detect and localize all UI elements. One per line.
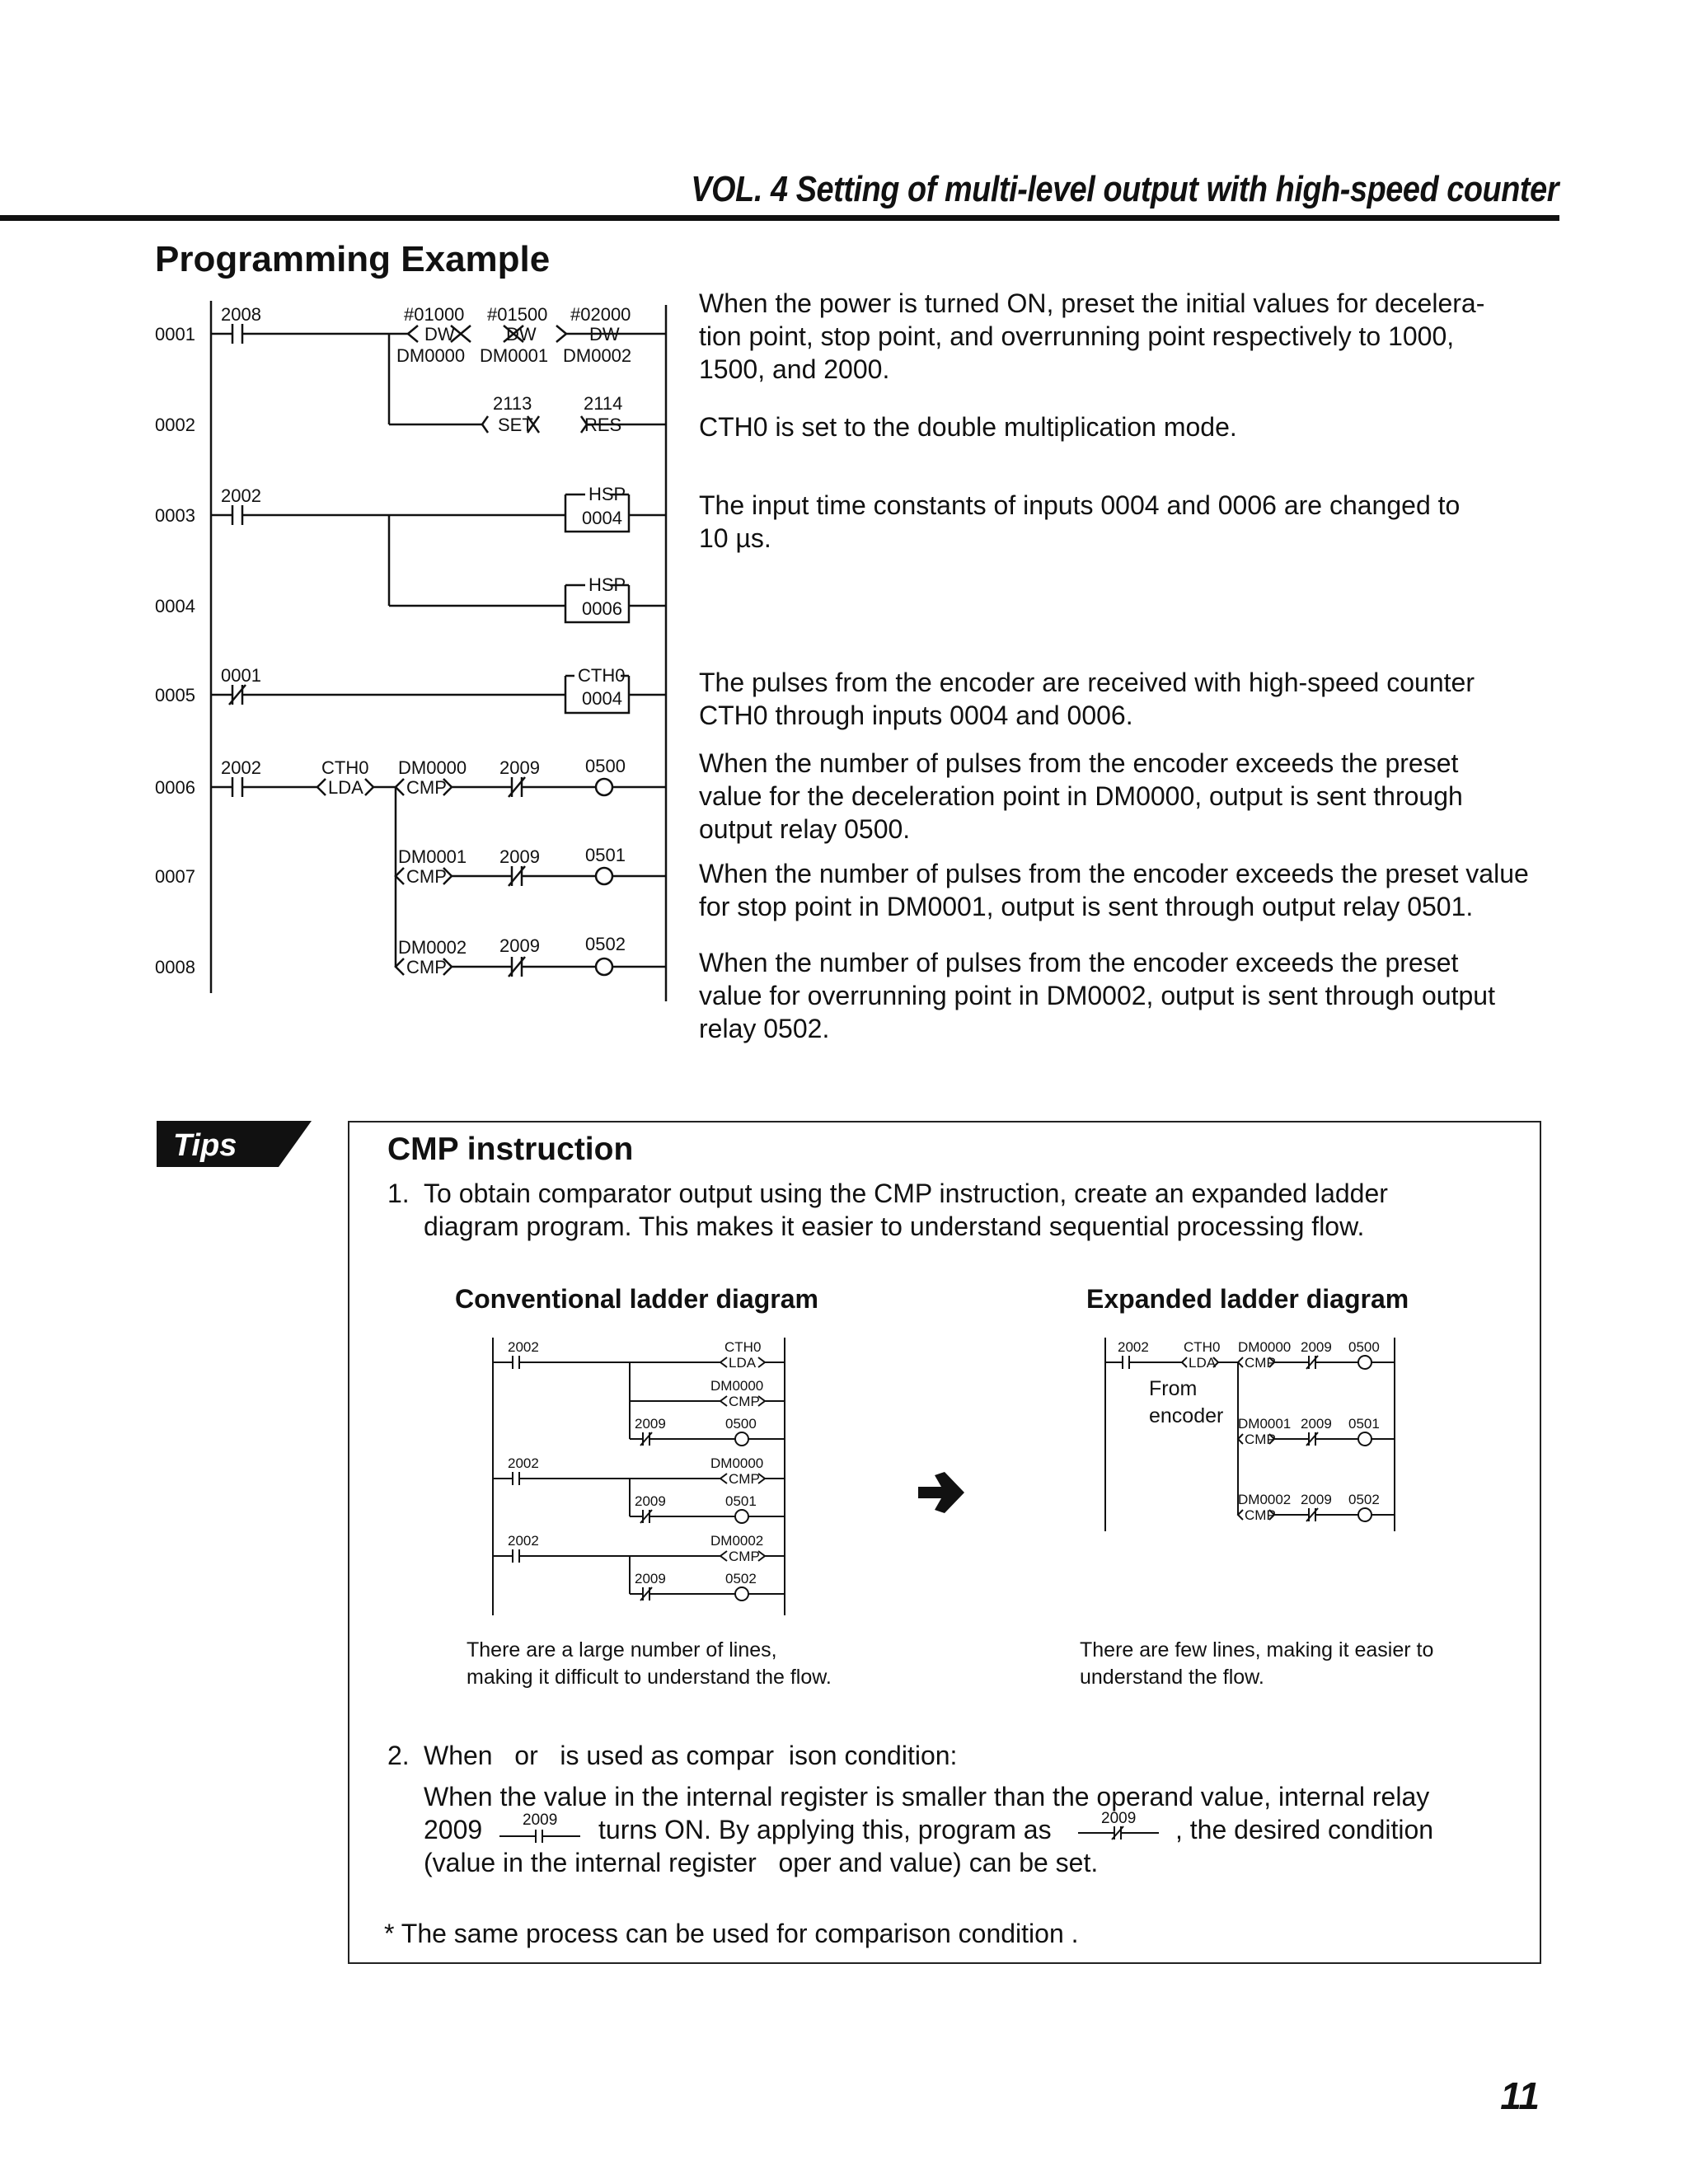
expanded-caption: understand the flow. [1080, 1666, 1264, 1689]
lda-address: CTH0 [724, 1339, 762, 1355]
set-op: SET [498, 415, 533, 435]
lda-address: CTH0 [1184, 1339, 1221, 1355]
set-address: 2113 [493, 393, 532, 414]
line-number: 0002 [155, 415, 195, 435]
contact-label: 2009 [635, 1416, 666, 1432]
contact-label: 2009 [499, 757, 540, 778]
header-title: VOL. 4 Setting of multi-level output with high-speed counter [691, 169, 1559, 209]
description-4: The pulses from the encoder are received with high-speed counter CTH0 through inputs 0004 and 0006. [699, 668, 1475, 730]
lda-address: CTH0 [321, 757, 369, 778]
line-number: 0008 [155, 957, 195, 977]
dw-value: #01500 [487, 304, 548, 325]
expanded-caption: There are few lines, making it easier to [1080, 1638, 1434, 1661]
contact-label: 2009 [1301, 1416, 1332, 1432]
description-5: When the number of pulses from the encoder exceeds the preset value for the deceleration point in DM0000, output is sent through output relay 0500. [699, 748, 1463, 844]
section-title: Programming Example [155, 239, 551, 279]
dw-value: #02000 [570, 304, 631, 325]
dw-op: DW [424, 324, 455, 344]
description-7: When the number of pulses from the encoder exceeds the preset value for overrunning point in DM0002, output is sent through output relay 0502. [699, 948, 1495, 1043]
output-relay: 0502 [1348, 1492, 1380, 1507]
hsp-value: 0006 [582, 598, 622, 619]
lda-op: LDA [1189, 1355, 1217, 1371]
tips-note: * The same process can be used for comparison condition . [384, 1919, 1079, 1948]
output-relay: 0501 [725, 1493, 757, 1509]
hsp-op: HSP [588, 574, 626, 595]
expanded-title: Expanded ladder diagram [1086, 1284, 1409, 1314]
item2-line: 2009 [424, 1815, 483, 1844]
cmp-address: DM0002 [398, 937, 467, 958]
output-relay: 0500 [725, 1416, 757, 1432]
output-relay: 0502 [725, 1571, 757, 1586]
contact-label: 2002 [508, 1533, 539, 1549]
dw-op: DW [506, 324, 537, 344]
relay-label: 2009 [523, 1811, 558, 1829]
line-number: 0007 [155, 866, 195, 887]
conventional-ladder-diagram [486, 1333, 808, 1622]
res-op: RES [584, 415, 622, 435]
contact-label: 2002 [1118, 1339, 1149, 1355]
from-encoder-label: encoder [1149, 1404, 1224, 1427]
item1-line: To obtain comparator output using the CMP instruction, create an expanded ladder [424, 1179, 1388, 1208]
contact-label: 2009 [1301, 1339, 1332, 1355]
item2-line: turns ON. By applying this, program as [598, 1815, 1052, 1844]
cmp-address: DM0002 [1238, 1492, 1292, 1507]
conventional-caption: There are a large number of lines, [467, 1638, 777, 1661]
contact-label: 2002 [221, 485, 261, 506]
cmp-op: CMP [406, 777, 447, 798]
tips-badge [157, 1121, 313, 1169]
conventional-caption: making it difficult to understand the flow. [467, 1666, 832, 1689]
nc-contact-symbol [1076, 1807, 1164, 1843]
cmp-address: DM0000 [398, 757, 467, 778]
tips-label: Tips [173, 1128, 237, 1163]
arrow-right-icon [917, 1469, 968, 1516]
contact-label: 2002 [508, 1455, 539, 1471]
page-number: 11 [1500, 2074, 1540, 2117]
item2-number: 2. [387, 1741, 410, 1770]
dw-dest: DM0002 [563, 345, 632, 366]
from-encoder-label: From [1149, 1377, 1198, 1400]
description-3: The input time constants of inputs 0004 and 0006 are changed to 10 µs. [699, 490, 1461, 553]
line-number: 0001 [155, 324, 195, 344]
cmp-address: DM0000 [1238, 1339, 1292, 1355]
item2-line: When the value in the internal register is smaller than the operand value, internal relay [424, 1782, 1430, 1811]
item2-heading: When or is used as compar ison condition: [424, 1741, 958, 1770]
description-6: When the number of pulses from the encoder exceeds the preset value for stop point in DM0001, output is sent through output relay 0501. [699, 859, 1529, 921]
line-number: 0006 [155, 777, 195, 798]
cmp-op: CMP [729, 1394, 760, 1409]
contact-label: 2002 [508, 1339, 539, 1355]
cmp-op: CMP [1245, 1432, 1276, 1447]
output-relay: 0500 [585, 756, 626, 776]
output-relay: 0501 [585, 845, 626, 865]
cth-value: 0004 [582, 688, 622, 709]
contact-label: 2009 [635, 1571, 666, 1586]
output-relay: 0502 [585, 934, 626, 954]
line-number: 0003 [155, 505, 195, 526]
tips-title: CMP instruction [387, 1132, 634, 1167]
contact-label: 2009 [1301, 1492, 1332, 1507]
cmp-op: CMP [406, 866, 447, 887]
cmp-op: CMP [1245, 1355, 1276, 1371]
dw-op: DW [589, 324, 620, 344]
item2-line: , the desired condition [1175, 1815, 1434, 1844]
dw-value: #01000 [404, 304, 465, 325]
contact-label: 2002 [221, 757, 261, 778]
main-ladder-diagram [148, 293, 676, 1010]
line-number: 0005 [155, 685, 195, 705]
output-relay: 0500 [1348, 1339, 1380, 1355]
cmp-address: DM0002 [710, 1533, 764, 1549]
contact-label: 2008 [221, 304, 261, 325]
conventional-title: Conventional ladder diagram [455, 1284, 818, 1314]
dw-dest: DM0000 [396, 345, 466, 366]
cmp-op: CMP [406, 957, 447, 977]
item1-line: diagram program. This makes it easier to understand sequential processing flow. [424, 1212, 1365, 1241]
description-1: When the power is turned ON, preset the initial values for decelera- tion point, stop point, and overrunning point respectively to 1000, 1500, and 2000. [699, 288, 1485, 384]
output-relay: 0501 [1348, 1416, 1380, 1432]
contact-label: 0001 [221, 665, 261, 686]
header-rule [0, 215, 1559, 221]
cth-op: CTH0 [578, 665, 626, 686]
res-address: 2114 [584, 393, 623, 414]
dw-dest: DM0001 [480, 345, 549, 366]
item1-number: 1. [387, 1179, 410, 1208]
expanded-ladder-diagram [1101, 1333, 1414, 1540]
contact-label: 2009 [499, 935, 540, 956]
item2-line: (value in the internal register oper and value) can be set. [424, 1848, 1099, 1877]
relay-label: 2009 [1101, 1810, 1137, 1827]
cmp-op: CMP [729, 1471, 760, 1487]
cmp-address: DM0000 [710, 1455, 764, 1471]
cmp-address: DM0000 [710, 1378, 764, 1394]
lda-op: LDA [328, 777, 363, 798]
contact-label: 2009 [499, 846, 540, 867]
lda-op: LDA [729, 1355, 757, 1371]
hsp-op: HSP [588, 484, 626, 504]
hsp-value: 0004 [582, 508, 622, 528]
cmp-op: CMP [729, 1549, 760, 1564]
no-contact-symbol [498, 1810, 585, 1846]
contact-label: 2009 [635, 1493, 666, 1509]
cmp-address: DM0001 [1238, 1416, 1292, 1432]
cmp-address: DM0001 [398, 846, 467, 867]
line-number: 0004 [155, 596, 195, 616]
description-2: CTH0 is set to the double multiplication mode. [699, 412, 1237, 442]
cmp-op: CMP [1245, 1507, 1276, 1523]
